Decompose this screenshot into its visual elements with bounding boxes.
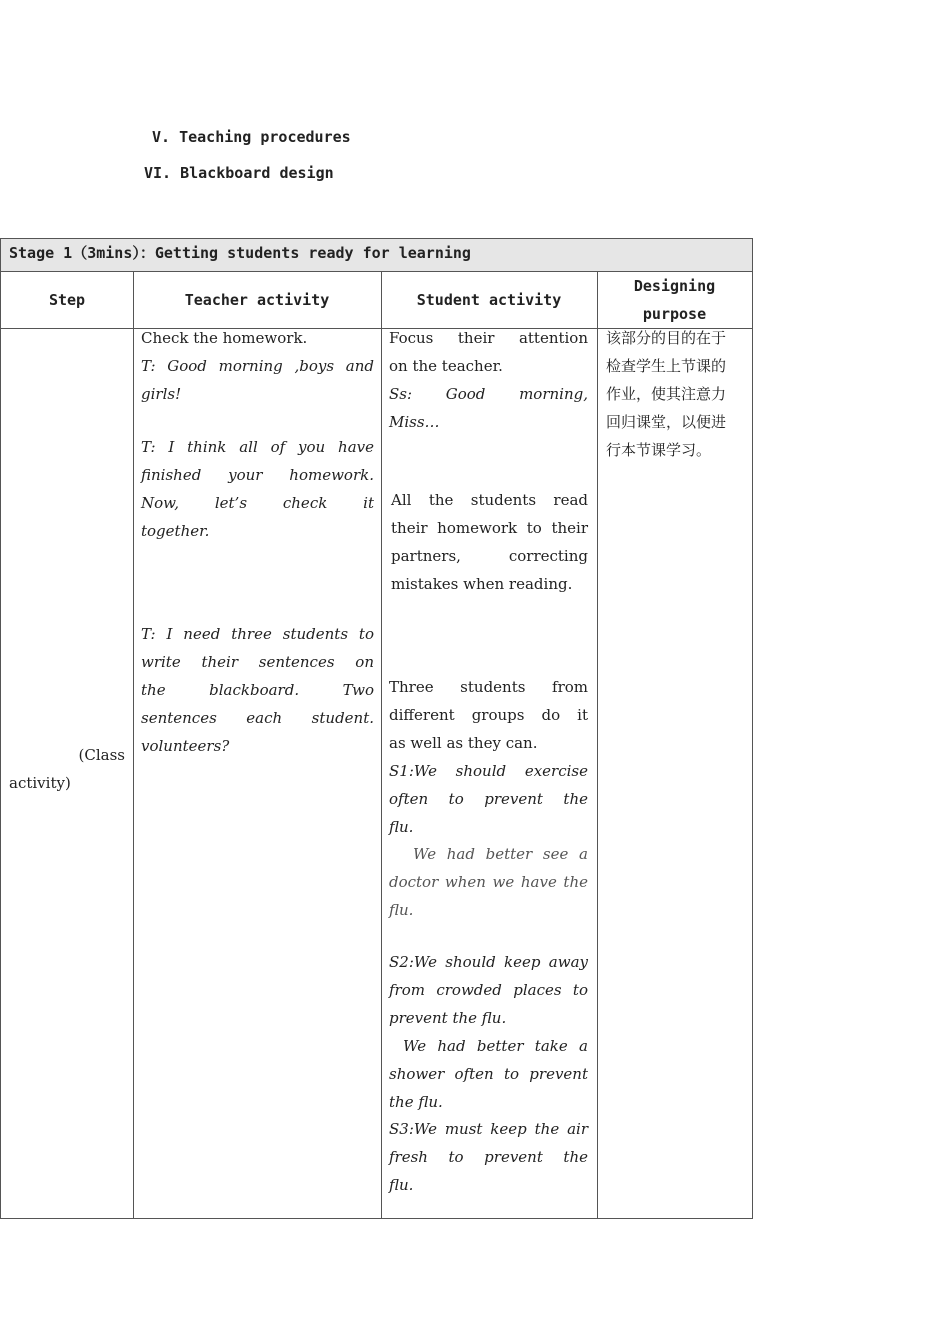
stage-title: Stage 1（3mins）：Getting students ready for learning	[0, 238, 753, 272]
student-line: All the students read	[391, 491, 588, 509]
teacher-line: finished your homework.	[141, 466, 374, 484]
student-line: flu.	[389, 1176, 414, 1194]
student-line: partners, correcting	[391, 547, 588, 565]
header-purpose	[597, 271, 753, 329]
student-line: mistakes when reading.	[391, 575, 573, 593]
header-step-label: Step	[48, 290, 86, 309]
student-cell	[381, 328, 598, 1219]
teacher-line: T: Good morning ,boys and	[141, 357, 374, 375]
teacher-line: the blackboard. Two	[141, 681, 374, 699]
teacher-line: write their sentences on	[141, 653, 374, 671]
student-line: We had better take a	[403, 1037, 588, 1055]
step-line2: activity)	[9, 774, 71, 792]
purpose-line: 作业，使其注意力	[606, 385, 727, 403]
header-step	[0, 271, 134, 329]
student-line: Focus their attention	[389, 329, 588, 347]
student-line: We had better see a	[413, 845, 588, 863]
teacher-cell	[133, 328, 382, 1219]
purpose-line: 回归课堂，以便进	[606, 413, 727, 431]
step-cell	[0, 328, 134, 1219]
student-line: the flu.	[389, 1093, 443, 1111]
purpose-line: 该部分的目的在于	[606, 329, 727, 347]
teacher-line: girls!	[141, 385, 182, 403]
header-teacher	[133, 271, 382, 329]
step-line1: (Class	[78, 746, 125, 764]
student-line: prevent the flu.	[389, 1009, 507, 1027]
student-line: S1:We should exercise	[389, 762, 588, 780]
purpose-line: 检查学生上节课的	[606, 357, 727, 375]
teacher-line: volunteers?	[141, 737, 230, 755]
student-line: doctor when we have the	[389, 873, 588, 891]
header-purpose-line1: Designing	[633, 276, 716, 295]
student-line: their homework to their	[391, 519, 588, 537]
header-teacher-label: Teacher activity	[184, 290, 330, 309]
header-student	[381, 271, 598, 329]
student-line: flu.	[389, 901, 414, 919]
purpose-line: 行本节课学习。	[606, 441, 712, 459]
teacher-line: Check the homework.	[141, 329, 308, 347]
student-line: flu.	[389, 818, 414, 836]
student-line: S3:We must keep the air	[389, 1120, 588, 1138]
student-line: as well as they can.	[389, 734, 538, 752]
student-line: shower often to prevent	[389, 1065, 588, 1083]
teacher-line: Now, let’s check it	[141, 494, 374, 512]
teacher-line: together.	[141, 522, 210, 540]
student-line: Miss…	[389, 413, 440, 431]
section-heading-blackboard: VI. Blackboard design	[144, 164, 334, 182]
student-line: S2:We should keep away	[389, 953, 588, 971]
teacher-line: T: I need three students to	[141, 625, 374, 643]
student-line: on the teacher.	[389, 357, 503, 375]
student-line: often to prevent the	[389, 790, 588, 808]
section-heading-procedures: V. Teaching procedures	[152, 128, 351, 146]
student-line: Three students from	[389, 678, 588, 696]
student-line: Ss: Good morning,	[389, 385, 588, 403]
student-line: different groups do it	[389, 706, 588, 724]
student-line: from crowded places to	[389, 981, 588, 999]
purpose-cell	[597, 328, 753, 1219]
teacher-line: sentences each student.	[141, 709, 374, 727]
student-line: fresh to prevent the	[389, 1148, 588, 1166]
header-student-label: Student activity	[416, 290, 562, 309]
teacher-line: T: I think all of you have	[141, 438, 374, 456]
header-purpose-line2: purpose	[642, 304, 707, 323]
